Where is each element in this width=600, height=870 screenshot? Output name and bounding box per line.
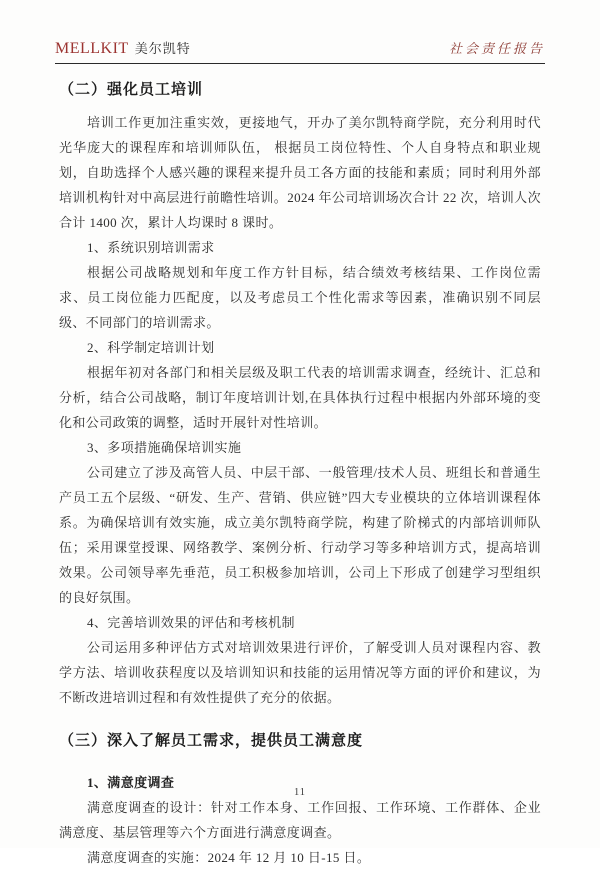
subsection-heading: 1、系统识别培训需求 [87, 240, 215, 255]
paragraph: 培训工作更加注重实效，更接地气，开办了美尔凯特商学院，充分利用时代光华庞大的课程库和培训师队伍， 根据员工岗位特性、个人自身特点和职业规划，自助选择个人感兴趣的课程来提升员工各方面的技能和素质；同时利用外部培训机构针对中高层进行前瞻性培训。2024 年公司培训场次合计 22 次，培训人次合计 1400 次，累计人均课时 8 课时。 [59, 115, 541, 230]
page-content [59, 78, 541, 870]
section-title: （二）强化员工培训 [59, 81, 204, 98]
page-number: 11 [293, 787, 307, 798]
logo-en-text: MELLKIT [55, 40, 129, 57]
paragraph: 公司运用多种评估方式对培训效果进行评价，了解受训人员对课程内容、教学方法、培训收获程度以及培训知识和技能的运用情况等方面的评价和建议，为不断改进培训过程和有效性提供了充分的依据。 [59, 640, 541, 705]
logo-cn-text: 美尔凯特 [134, 41, 191, 56]
paragraph: 公司建立了涉及高管人员、中层干部、一般管理/技术人员、班组长和普通生产员工五个层级、“研发、生产、营销、供应链”四大专业模块的立体培训课程体系。为确保培训有效实施，成立美尔凯特商学院，构建了阶梯式的内部培训师队伍；采用课堂授课、网络教学、案例分析、行动学习等多种培训方式，提高培训效果。公司领导率先垂范，员工积极参加培训，公司上下形成了创建学习型组织的良好氛围。 [59, 465, 541, 605]
paragraph: 根据公司战略规划和年度工作方针目标，结合绩效考核结果、工作岗位需求、员工岗位能力匹配度，以及考虑员工个性化需求等因素，准确识别不同层级、不同部门的培训需求。 [59, 265, 541, 330]
page-footer [0, 782, 600, 800]
paragraph: 满意度调查的设计：针对工作本身、工作回报、工作环境、工作群体、企业满意度、基层管理等六个方面进行满意度调查。 [59, 800, 541, 840]
paragraph: 根据年初对各部门和相关层级及职工代表的培训需求调查，经统计、汇总和分析，结合公司战略，制订年度培训计划,在具体执行过程中根据内外部环境的变化和公司政策的调整，适时开展针对性培训。 [59, 365, 541, 430]
subsection-heading: 4、完善培训效果的评估和考核机制 [87, 615, 295, 630]
paragraph: 满意度调查的实施：2024 年 12 月 10 日-15 日。 [87, 850, 371, 865]
subsection-heading: 3、多项措施确保培训实施 [87, 440, 242, 455]
subsection-heading: 2、科学制定培训计划 [87, 340, 215, 355]
section-employee-training [59, 78, 541, 710]
company-logo [55, 38, 191, 58]
section-title: （三）深入了解员工需求，提供员工满意度 [59, 732, 364, 749]
page-header [55, 38, 545, 64]
report-title: 社会责任报告 [448, 41, 545, 56]
subsection-heading: 1、满意度调查 [87, 775, 175, 790]
